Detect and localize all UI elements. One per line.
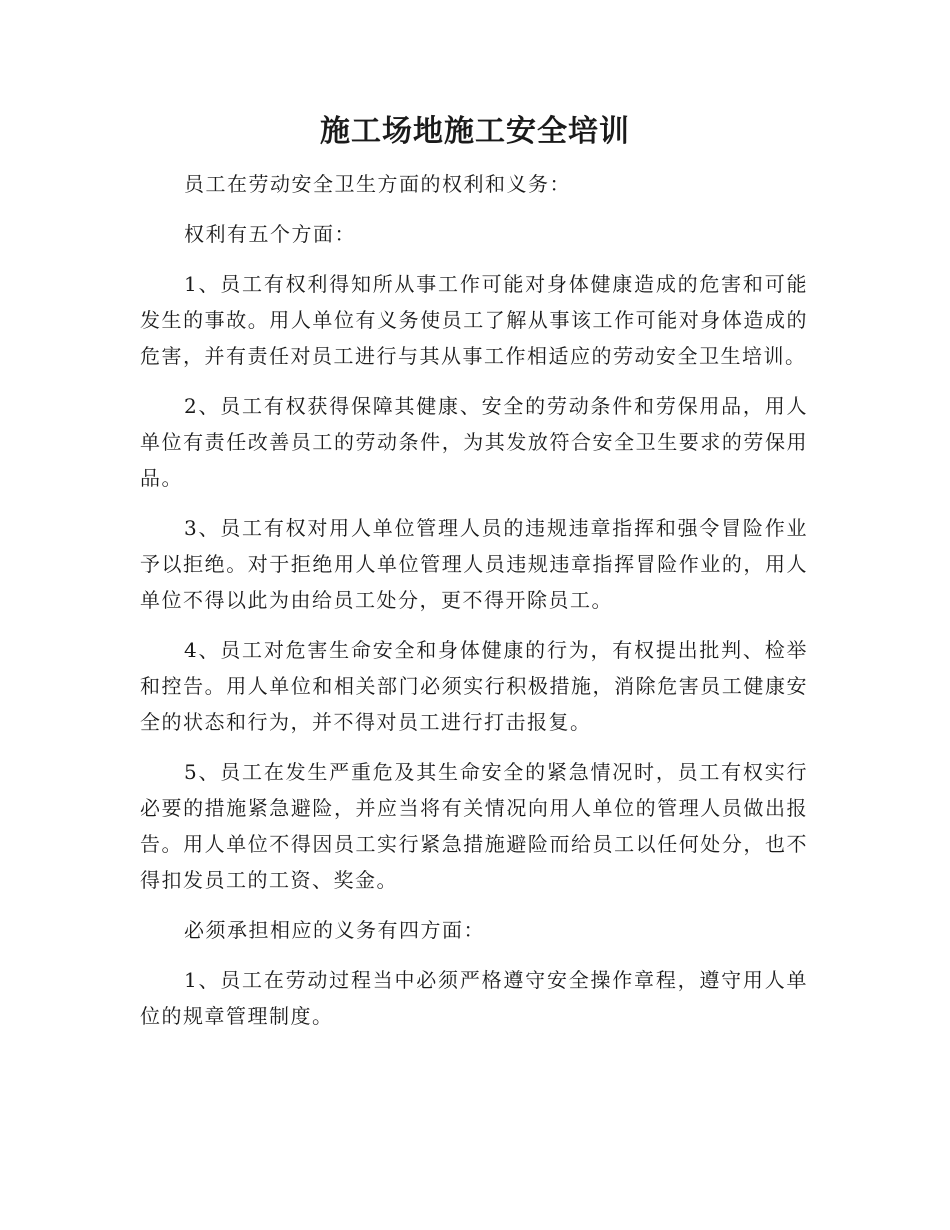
document-body (140, 166, 808, 1048)
right-item-1: 1、员工有权利得知所从事工作可能对身体健康造成的危害和可能发生的事故。用人单位有义务使员工了解从事该工作可能对身体造成的危害，并有责任对员工进行与其从事工作相适应的劳动安全卫生培训。 (140, 272, 808, 368)
right-item-4: 4、员工对危害生命安全和身体健康的行为，有权提出批判、检举和控告。用人单位和相关部门必须实行积极措施，消除危害员工健康安全的状态和行为，并不得对员工进行打击报复。 (140, 638, 808, 734)
document-title: 施工场地施工安全培训 (320, 114, 630, 149)
duty-item-1: 1、员工在劳动过程当中必须严格遵守安全操作章程，遵守用人单位的规章管理制度。 (140, 968, 808, 1028)
right-item-3: 3、员工有权对用人单位管理人员的违规违章指挥和强令冒险作业予以拒绝。对于拒绝用人单位管理人员违规违章指挥冒险作业的，用人单位不得以此为由给员工处分，更不得开除员工。 (140, 516, 808, 612)
intro-heading: 员工在劳动安全卫生方面的权利和义务： (184, 172, 571, 196)
right-item-5: 5、员工在发生严重危及其生命安全的紧急情况时，员工有权实行必要的措施紧急避险，并应当将有关情况向用人单位的管理人员做出报告。用人单位不得因员工实行紧急措施避险而给员工以任何处分，也不得扣发员工的工资、奖金。 (140, 760, 808, 892)
right-item-2: 2、员工有权获得保障其健康、安全的劳动条件和劳保用品，用人单位有责任改善员工的劳动条件，为其发放符合安全卫生要求的劳保用品。 (140, 394, 808, 490)
duties-heading: 必须承担相应的义务有四方面： (184, 918, 485, 942)
rights-heading: 权利有五个方面： (184, 222, 356, 246)
